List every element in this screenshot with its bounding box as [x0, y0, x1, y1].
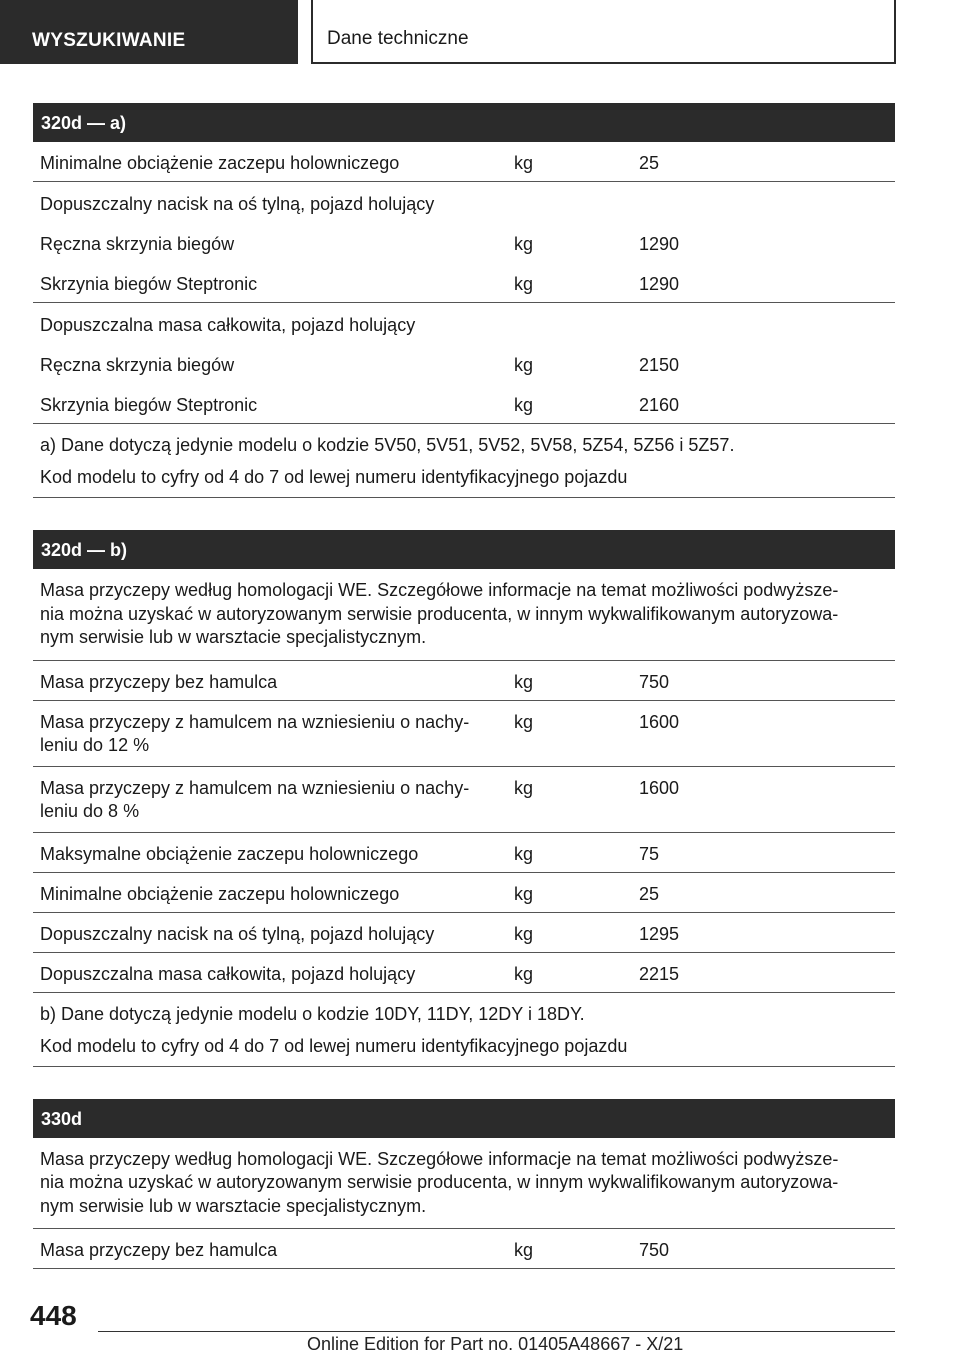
row-value: 1600 — [639, 711, 680, 732]
section-330d — [33, 1099, 895, 1270]
table-row — [33, 1229, 895, 1269]
row-unit: kg — [514, 777, 534, 798]
section-header: 320d — a) — [33, 103, 895, 142]
row-unit: kg — [514, 711, 534, 732]
row-label-line: Masa przyczepy z hamulcem na wzniesieniu o nachy- — [40, 711, 470, 732]
table-row — [33, 833, 895, 873]
intro-paragraph — [33, 1138, 895, 1230]
row-label-line: leniu do 8 % — [40, 800, 140, 821]
row-label: Ręczna skrzynia biegów — [40, 355, 235, 375]
intro-line: Masa przyczepy według homologacji WE. Szczegółowe informacje na temat możliwości podwyższe- — [40, 1148, 839, 1169]
footnote-line: a) Dane dotyczą jedynie modelu o kodzie 5V50, 5V51, 5V52, 5V58, 5Z54, 5Z56 i 5Z57. — [40, 435, 735, 455]
row-value — [639, 193, 895, 216]
row-label: Maksymalne obciążenie zaczepu holowniczego — [40, 843, 419, 864]
row-unit: kg — [514, 1240, 534, 1260]
row-label: Dopuszczalna masa całkowita, pojazd holujący — [40, 963, 416, 984]
section-header: 330d — [33, 1099, 895, 1138]
row-label: Masa przyczepy bez hamulca — [40, 1240, 278, 1260]
row-value: 25 — [639, 153, 660, 173]
intro-paragraph — [33, 569, 895, 661]
footnote — [33, 993, 895, 1067]
row-label: Dopuszczalny nacisk na oś tylną, pojazd holujący — [40, 194, 435, 214]
row-value: 2160 — [639, 395, 680, 415]
footnote-line: Kod modelu to cyfry od 4 do 7 od lewej numeru identyfikacyjnego pojazdu — [40, 1035, 628, 1056]
section-header: 320d — b) — [33, 530, 895, 569]
row-unit: kg — [514, 883, 534, 904]
table-row — [33, 701, 895, 767]
row-unit: kg — [514, 395, 534, 415]
footer-divider — [98, 1331, 895, 1332]
top-navigation — [0, 0, 960, 66]
row-unit — [509, 314, 639, 337]
row-unit: kg — [514, 234, 534, 254]
row-unit: kg — [514, 274, 534, 294]
row-value: 1600 — [639, 777, 680, 798]
row-value: 1290 — [639, 234, 680, 254]
search-tab[interactable] — [0, 0, 298, 64]
row-label — [33, 711, 509, 757]
intro-line: nia można uzyskać w autoryzowanym serwisie producenta, w innym wykwalifikowanym autoryzowa- — [40, 1172, 839, 1192]
row-unit: kg — [514, 843, 534, 864]
table-row — [33, 383, 895, 424]
row-value: 1290 — [639, 274, 680, 294]
row-label: Masa przyczepy bez hamulca — [40, 671, 278, 692]
row-unit: kg — [514, 963, 534, 984]
table-row — [33, 303, 895, 343]
row-value: 2215 — [639, 963, 680, 984]
intro-line: nym serwisie lub w warsztacie specjalistycznym. — [40, 1195, 427, 1216]
row-unit: kg — [514, 923, 534, 944]
section-320d-a — [33, 103, 895, 498]
table-row — [33, 661, 895, 701]
edition-footer: Online Edition for Part no. 01405A48667 - X/21 — [307, 1334, 684, 1354]
row-value: 25 — [639, 883, 660, 904]
row-label-line: Masa przyczepy z hamulcem na wzniesieniu o nachy- — [40, 777, 470, 798]
row-unit: kg — [514, 671, 534, 692]
search-tab-label: WYSZUKIWANIE — [32, 30, 186, 51]
table-row — [33, 767, 895, 833]
row-label: Minimalne obciążenie zaczepu holowniczego — [40, 883, 400, 904]
row-value: 75 — [639, 843, 660, 864]
row-unit — [509, 193, 639, 216]
table-row — [33, 913, 895, 953]
row-label: Ręczna skrzynia biegów — [40, 234, 235, 254]
table-row — [33, 953, 895, 993]
intro-line: Masa przyczepy według homologacji WE. Szczegółowe informacje na temat możliwości podwyższe- — [40, 580, 839, 600]
table-row — [33, 142, 895, 182]
table-row — [33, 222, 895, 262]
row-label: Skrzynia biegów Steptronic — [40, 395, 258, 415]
page-number: 448 — [30, 1300, 77, 1331]
intro-line: nym serwisie lub w warsztacie specjalistycznym. — [40, 627, 427, 647]
row-label-line: leniu do 12 % — [40, 734, 150, 755]
row-value: 750 — [639, 1240, 670, 1260]
row-unit: kg — [514, 153, 534, 173]
row-value: 750 — [639, 671, 670, 692]
section-title-label: Dane techniczne — [327, 28, 469, 49]
row-label: Skrzynia biegów Steptronic — [40, 274, 258, 294]
row-label: Dopuszczalny nacisk na oś tylną, pojazd holujący — [40, 923, 435, 944]
row-value: 2150 — [639, 355, 680, 375]
row-unit: kg — [514, 355, 534, 375]
footnote — [33, 424, 895, 498]
footnote-line: Kod modelu to cyfry od 4 do 7 od lewej numeru identyfikacyjnego pojazdu — [40, 467, 628, 487]
section-title-tab — [311, 0, 896, 64]
table-row — [33, 182, 895, 222]
section-320d-b — [33, 530, 895, 1067]
table-row — [33, 873, 895, 913]
footnote-line: b) Dane dotyczą jedynie modelu o kodzie 10DY, 11DY, 12DY i 18DY. — [40, 1003, 585, 1024]
tech-data-content — [33, 103, 895, 1301]
row-value: 1295 — [639, 923, 680, 944]
row-value — [639, 314, 895, 337]
intro-line: nia można uzyskać w autoryzowanym serwisie producenta, w innym wykwalifikowanym autoryzowa- — [40, 603, 839, 624]
row-label: Minimalne obciążenie zaczepu holowniczego — [40, 153, 400, 173]
row-label — [33, 777, 509, 823]
row-label: Dopuszczalna masa całkowita, pojazd holujący — [40, 315, 416, 335]
table-row — [33, 343, 895, 383]
table-row — [33, 262, 895, 303]
